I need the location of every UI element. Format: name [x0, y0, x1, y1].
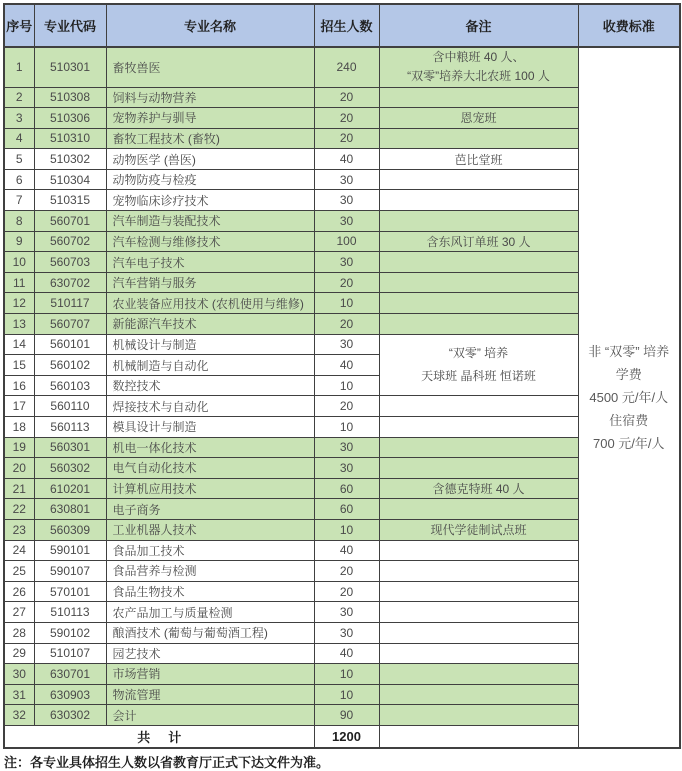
- cell-count: 40: [314, 540, 379, 561]
- cell-count: 30: [314, 169, 379, 190]
- header-name: 专业名称: [106, 4, 314, 47]
- cell-count: 30: [314, 252, 379, 273]
- cell-remark: [379, 314, 578, 335]
- cell-remark: [379, 190, 578, 211]
- cell-code: 560702: [34, 231, 106, 252]
- cell-remark: [379, 643, 578, 664]
- cell-no: 12: [4, 293, 34, 314]
- total-count: 1200: [314, 725, 379, 748]
- cell-remark: [379, 47, 578, 87]
- cell-name: 会计: [106, 705, 314, 726]
- cell-remark: [379, 252, 578, 273]
- cell-count: 10: [314, 293, 379, 314]
- cell-no: 11: [4, 272, 34, 293]
- cell-remark: [379, 499, 578, 520]
- cell-remark: [379, 87, 578, 108]
- cell-no: 4: [4, 128, 34, 149]
- cell-name: 机电一体化技术: [106, 437, 314, 458]
- cell-no: 16: [4, 375, 34, 396]
- cell-name: 动物防疫与检疫: [106, 169, 314, 190]
- enrollment-table: [3, 3, 681, 749]
- cell-remark: [379, 458, 578, 479]
- cell-code: 560309: [34, 519, 106, 540]
- text-line: “双零” 培养: [448, 346, 509, 361]
- cell-count: 40: [314, 149, 379, 170]
- cell-no: 8: [4, 211, 34, 232]
- cell-code: 590102: [34, 622, 106, 643]
- cell-name: 动物医学 (兽医): [106, 149, 314, 170]
- cell-no: 31: [4, 684, 34, 705]
- cell-name: 物流管理: [106, 684, 314, 705]
- text-line: 天球班 晶科班 恒诺班: [421, 369, 536, 384]
- cell-count: 10: [314, 375, 379, 396]
- cell-name: 酿酒技术 (葡萄与葡萄酒工程): [106, 622, 314, 643]
- cell-code: 630701: [34, 664, 106, 685]
- cell-remark: 现代学徒制试点班: [379, 519, 578, 540]
- cell-remark: 芭比堂班: [379, 149, 578, 170]
- cell-no: 2: [4, 87, 34, 108]
- cell-no: 17: [4, 396, 34, 417]
- cell-code: 560302: [34, 458, 106, 479]
- cell-remark: [379, 561, 578, 582]
- cell-count: 20: [314, 396, 379, 417]
- cell-remark: [379, 705, 578, 726]
- cell-count: 60: [314, 499, 379, 520]
- cell-name: 焊接技术与自动化: [106, 396, 314, 417]
- cell-no: 26: [4, 581, 34, 602]
- cell-code: 610201: [34, 478, 106, 499]
- cell-count: 30: [314, 334, 379, 355]
- cell-code: 590107: [34, 561, 106, 582]
- cell-name: 宠物养护与驯导: [106, 108, 314, 129]
- cell-name: 宠物临床诊疗技术: [106, 190, 314, 211]
- cell-count: 30: [314, 211, 379, 232]
- total-label: 共 计: [4, 725, 314, 748]
- cell-count: 90: [314, 705, 379, 726]
- cell-count: 40: [314, 355, 379, 376]
- cell-code: 510308: [34, 87, 106, 108]
- cell-code: 510315: [34, 190, 106, 211]
- cell-count: 20: [314, 561, 379, 582]
- cell-remark: [379, 417, 578, 438]
- cell-code: 570101: [34, 581, 106, 602]
- cell-no: 23: [4, 519, 34, 540]
- cell-no: 29: [4, 643, 34, 664]
- header-fee: 收费标准: [578, 4, 680, 47]
- cell-no: 13: [4, 314, 34, 335]
- cell-code: 630702: [34, 272, 106, 293]
- cell-name: 汽车制造与装配技术: [106, 211, 314, 232]
- cell-name: 园艺技术: [106, 643, 314, 664]
- cell-count: 20: [314, 314, 379, 335]
- cell-count: 30: [314, 458, 379, 479]
- cell-count: 10: [314, 519, 379, 540]
- cell-name: 电气自动化技术: [106, 458, 314, 479]
- cell-code: 630801: [34, 499, 106, 520]
- cell-remark: [379, 622, 578, 643]
- cell-remark: 含东风订单班 30 人: [379, 231, 578, 252]
- text-line: “双零”培养大北农班 100 人: [407, 69, 550, 84]
- header-row: [4, 4, 680, 47]
- cell-remark: [379, 396, 578, 417]
- table-header: [4, 4, 680, 47]
- cell-name: 农业装备应用技术 (农机使用与维修): [106, 293, 314, 314]
- cell-name: 模具设计与制造: [106, 417, 314, 438]
- cell-count: 20: [314, 108, 379, 129]
- cell-name: 畜牧兽医: [106, 47, 314, 87]
- cell-no: 27: [4, 602, 34, 623]
- cell-no: 22: [4, 499, 34, 520]
- cell-no: 32: [4, 705, 34, 726]
- cell-no: 5: [4, 149, 34, 170]
- cell-no: 10: [4, 252, 34, 273]
- text-line: 含中粮班 40 人、: [432, 50, 525, 65]
- cell-code: 510304: [34, 169, 106, 190]
- cell-no: 14: [4, 334, 34, 355]
- cell-no: 7: [4, 190, 34, 211]
- cell-count: 20: [314, 581, 379, 602]
- cell-count: 60: [314, 478, 379, 499]
- cell-name: 机械设计与制造: [106, 334, 314, 355]
- cell-count: 30: [314, 190, 379, 211]
- cell-remark: [379, 272, 578, 293]
- cell-code: 510310: [34, 128, 106, 149]
- cell-name: 电子商务: [106, 499, 314, 520]
- cell-code: 510117: [34, 293, 106, 314]
- cell-no: 28: [4, 622, 34, 643]
- cell-no: 25: [4, 561, 34, 582]
- fee-cell: [578, 47, 680, 748]
- cell-name: 汽车检测与维修技术: [106, 231, 314, 252]
- cell-name: 汽车营销与服务: [106, 272, 314, 293]
- cell-remark: [379, 540, 578, 561]
- cell-name: 食品营养与检测: [106, 561, 314, 582]
- footnote: 注：各专业具体招生人数以省教育厅正式下达文件为准。: [4, 755, 330, 771]
- cell-name: 饲料与动物营养: [106, 87, 314, 108]
- cell-name: 食品加工技术: [106, 540, 314, 561]
- cell-remark: [379, 169, 578, 190]
- cell-remark: [379, 684, 578, 705]
- cell-code: 560103: [34, 375, 106, 396]
- cell-no: 3: [4, 108, 34, 129]
- cell-count: 40: [314, 643, 379, 664]
- cell-name: 食品生物技术: [106, 581, 314, 602]
- cell-name: 数控技术: [106, 375, 314, 396]
- cell-code: 510302: [34, 149, 106, 170]
- cell-code: 560102: [34, 355, 106, 376]
- cell-code: 560101: [34, 334, 106, 355]
- cell-name: 新能源汽车技术: [106, 314, 314, 335]
- cell-no: 19: [4, 437, 34, 458]
- text-line: 住宿费: [609, 413, 649, 429]
- cell-count: 20: [314, 128, 379, 149]
- header-code: 专业代码: [34, 4, 106, 47]
- cell-code: 510113: [34, 602, 106, 623]
- cell-name: 农产品加工与质量检测: [106, 602, 314, 623]
- cell-no: 1: [4, 47, 34, 87]
- cell-code: 590101: [34, 540, 106, 561]
- cell-count: 240: [314, 47, 379, 87]
- cell-no: 18: [4, 417, 34, 438]
- cell-name: 机械制造与自动化: [106, 355, 314, 376]
- cell-no: 6: [4, 169, 34, 190]
- cell-remark: [379, 602, 578, 623]
- cell-code: 630302: [34, 705, 106, 726]
- cell-name: 汽车电子技术: [106, 252, 314, 273]
- cell-name: 工业机器人技术: [106, 519, 314, 540]
- cell-count: 20: [314, 272, 379, 293]
- cell-code: 560301: [34, 437, 106, 458]
- cell-no: 24: [4, 540, 34, 561]
- total-remark: [379, 725, 578, 748]
- header-remark: 备注: [379, 4, 578, 47]
- table-row: [4, 47, 680, 87]
- cell-remark: [379, 211, 578, 232]
- cell-code: 510301: [34, 47, 106, 87]
- cell-count: 30: [314, 437, 379, 458]
- cell-code: 510306: [34, 108, 106, 129]
- header-count: 招生人数: [314, 4, 379, 47]
- cell-no: 20: [4, 458, 34, 479]
- cell-code: 560110: [34, 396, 106, 417]
- cell-count: 30: [314, 622, 379, 643]
- cell-remark: [379, 581, 578, 602]
- cell-code: 630903: [34, 684, 106, 705]
- cell-count: 10: [314, 664, 379, 685]
- cell-no: 15: [4, 355, 34, 376]
- cell-remark: [379, 293, 578, 314]
- cell-code: 560113: [34, 417, 106, 438]
- cell-count: 100: [314, 231, 379, 252]
- cell-remark: [379, 128, 578, 149]
- cell-remark: [379, 437, 578, 458]
- cell-name: 市场营销: [106, 664, 314, 685]
- cell-count: 10: [314, 684, 379, 705]
- cell-name: 畜牧工程技术 (畜牧): [106, 128, 314, 149]
- text-line: 学费: [615, 367, 642, 383]
- cell-remark: 恩宠班: [379, 108, 578, 129]
- text-line: 700 元/年/人: [592, 436, 665, 452]
- cell-count: 20: [314, 87, 379, 108]
- cell-code: 560703: [34, 252, 106, 273]
- cell-code: 510107: [34, 643, 106, 664]
- cell-count: 30: [314, 602, 379, 623]
- cell-count: 10: [314, 417, 379, 438]
- cell-no: 9: [4, 231, 34, 252]
- cell-name: 计算机应用技术: [106, 478, 314, 499]
- cell-no: 21: [4, 478, 34, 499]
- cell-remark: [379, 664, 578, 685]
- text-line: 非 “双零” 培养: [588, 344, 670, 360]
- text-line: 4500 元/年/人: [589, 390, 669, 406]
- cell-remark-merged: [379, 334, 578, 396]
- cell-code: 560701: [34, 211, 106, 232]
- table-body: [4, 47, 680, 748]
- header-no: 序号: [4, 4, 34, 47]
- cell-no: 30: [4, 664, 34, 685]
- cell-code: 560707: [34, 314, 106, 335]
- cell-remark: 含德克特班 40 人: [379, 478, 578, 499]
